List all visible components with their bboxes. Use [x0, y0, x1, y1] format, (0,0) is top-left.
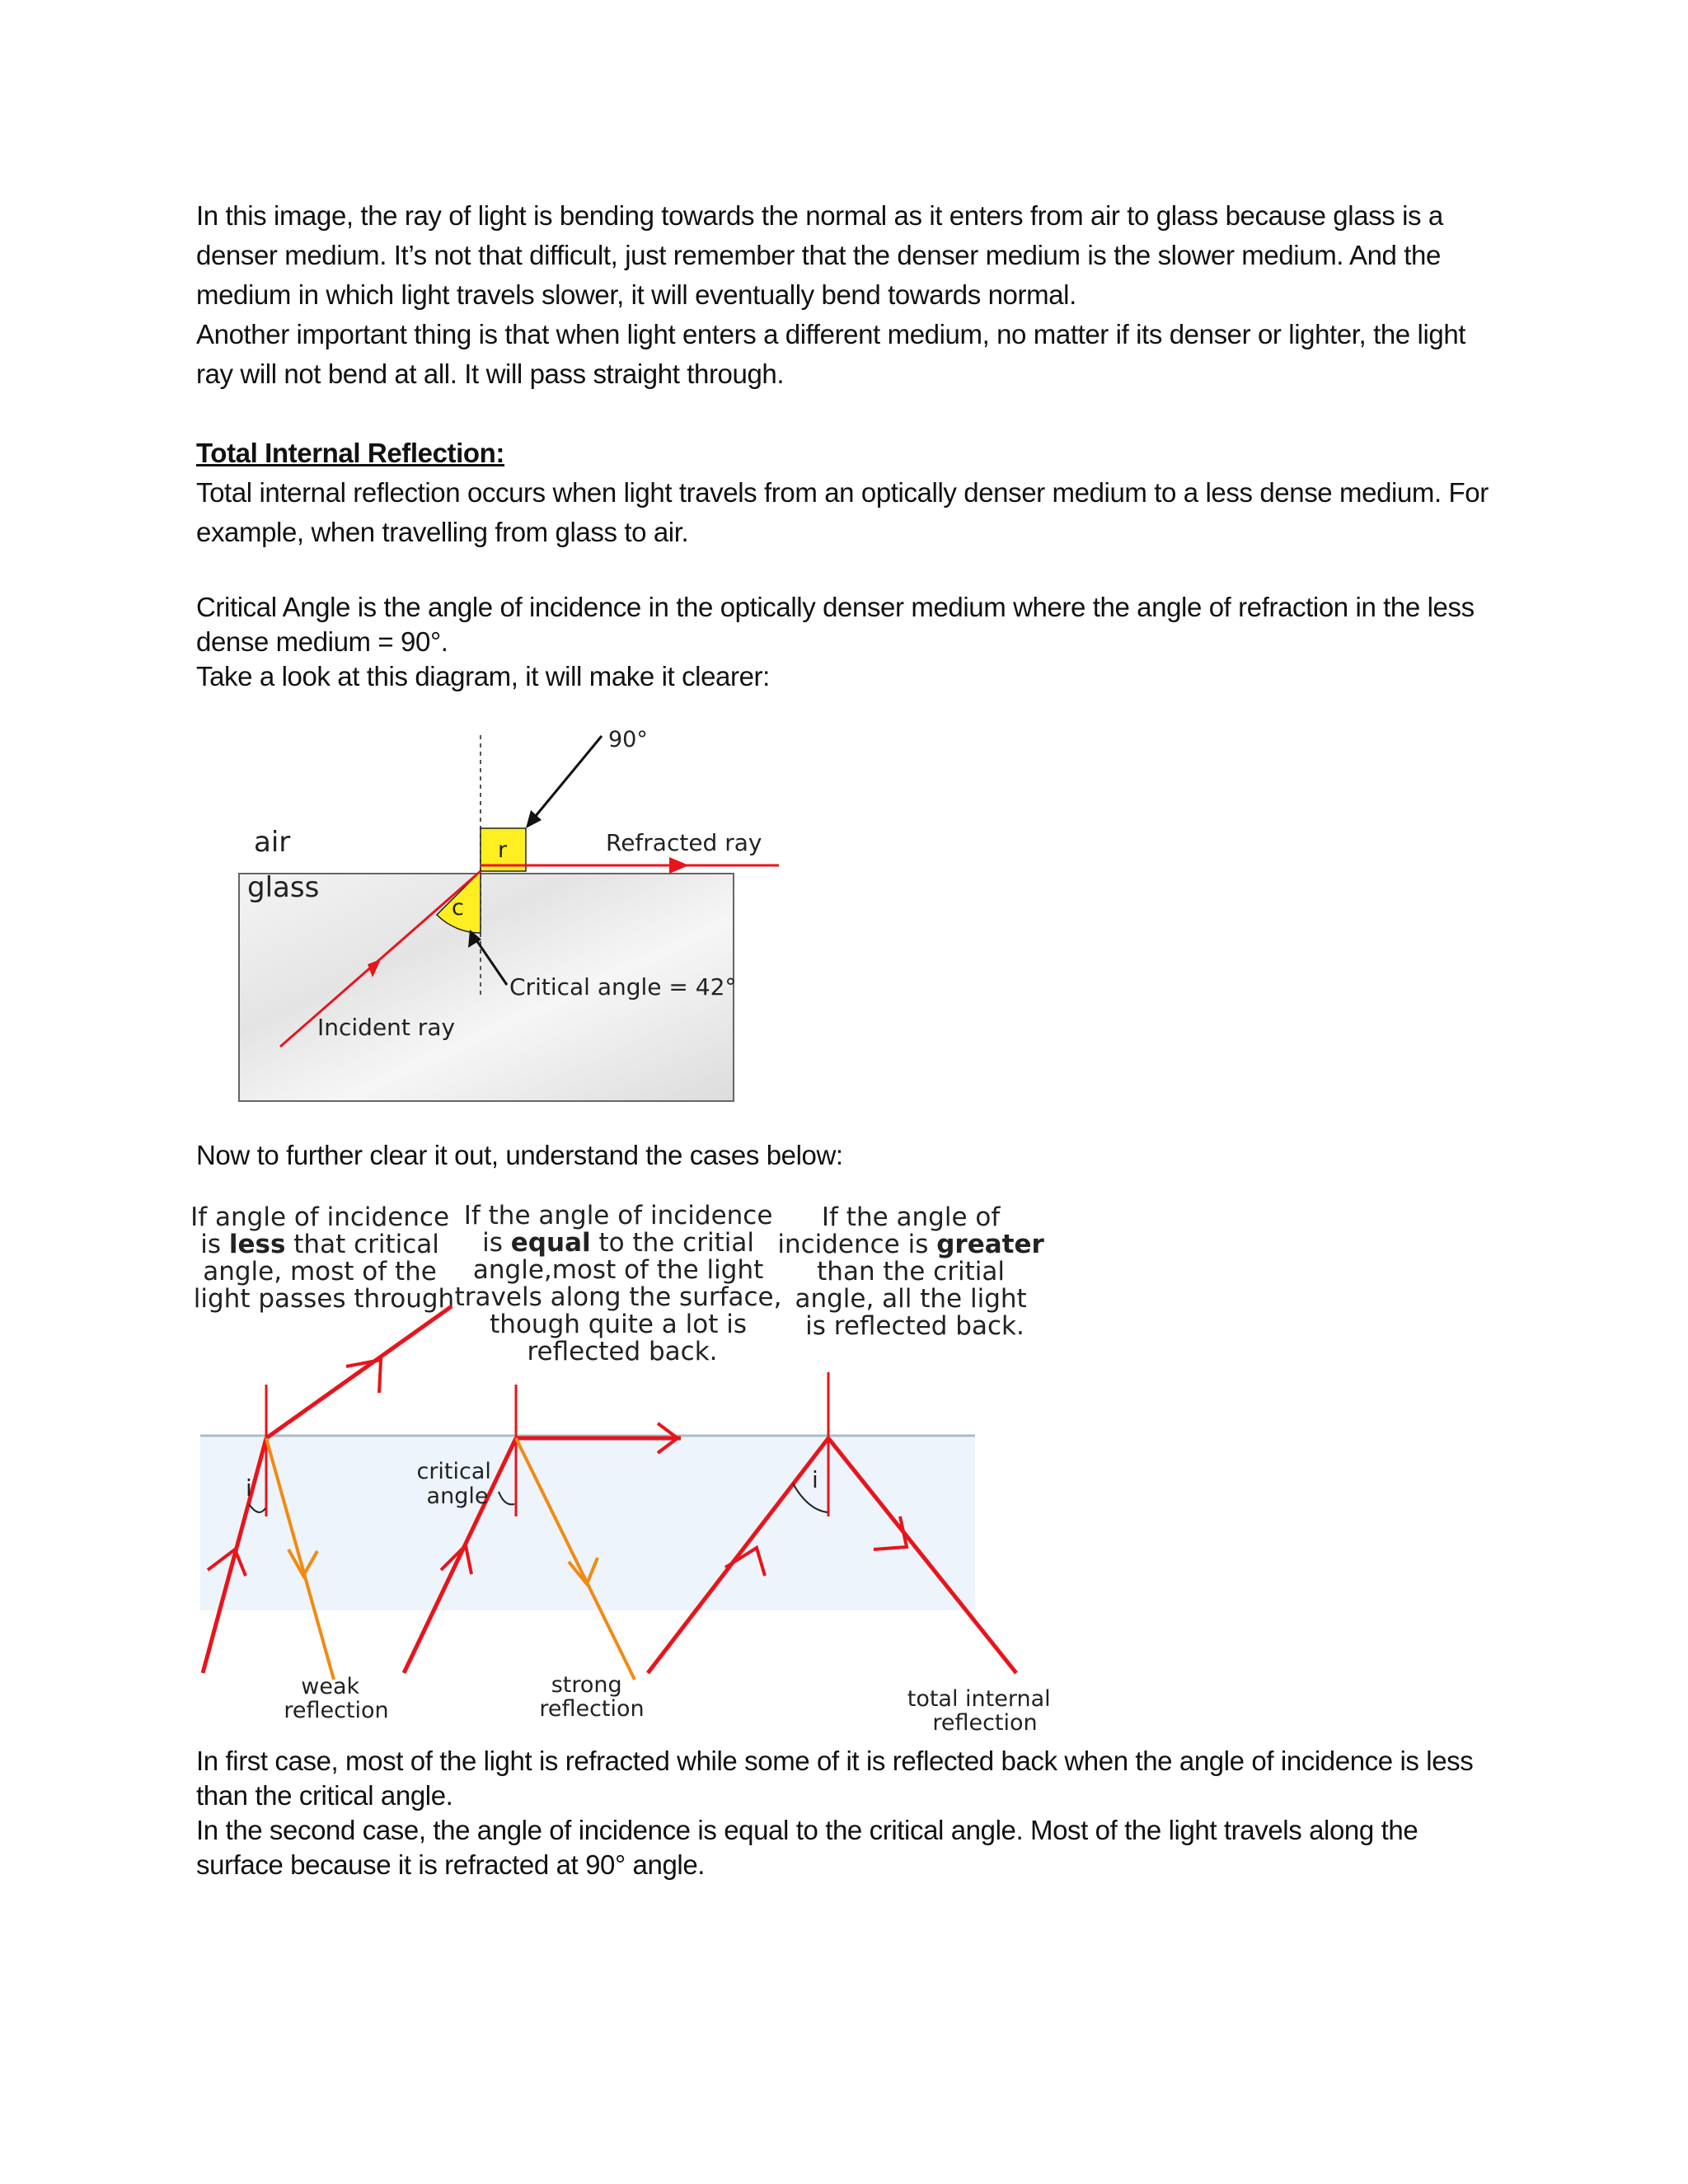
label-glass: glass: [247, 871, 320, 904]
label-total-internal-reflection: [907, 1686, 1058, 1736]
label-air: air: [254, 826, 291, 859]
paragraph-refraction: In this image, the ray of light is bending towards the normal as it enters from air to glass because glass is a denser medium. It’s not that difficult, just remember that the denser medium is the slower medium. And the medium in which light travels slower, it will eventually bend towards normal.: [196, 200, 1443, 310]
case3-line-3: than the critial: [817, 1257, 1005, 1286]
case1-bold: less: [228, 1230, 286, 1259]
paragraph-straight-through: Another important thing is that when light enters a different medium, no matter if its denser or lighter, the light ray will not bend at all. It will pass straight through.: [196, 319, 1466, 389]
case2-label-critical-angle: [416, 1459, 498, 1509]
case2-bold: equal: [510, 1228, 591, 1258]
case2-critical-line-2: angle: [426, 1483, 489, 1509]
case1-line-4: light passes through: [193, 1284, 455, 1314]
case1-text: [190, 1202, 457, 1314]
label-strong-reflection: [539, 1672, 644, 1722]
paragraph-diagram-intro: Take a look at this diagram, it will make it clearer:: [196, 661, 770, 691]
case3-bold: greater: [936, 1230, 1044, 1259]
strong-line-1: strong: [551, 1672, 622, 1698]
case2-line-4: travels along the surface,: [454, 1282, 782, 1312]
case2-line-2: is equal to the critial: [482, 1228, 754, 1258]
critical-angle-diagram: [0, 709, 1688, 1137]
case1-line-1: If angle of incidence: [190, 1202, 450, 1232]
label-c: c: [452, 895, 464, 921]
case1-refracted-ray: [266, 1306, 452, 1438]
cases-intro: [196, 1136, 1498, 1175]
case3-line-4: angle, all the light: [795, 1284, 1027, 1314]
paragraph-first-case: In first case, most of the light is refracted while some of it is reflected back when the angle of incidence is less than the critical angle.: [196, 1746, 1474, 1811]
label-90: 90°: [608, 727, 648, 752]
label-critical-angle: Critical angle = 42°: [509, 973, 737, 1001]
pointer-90: [532, 736, 602, 821]
critical-angle-section: [196, 590, 1498, 694]
label-refracted-ray: Refracted ray: [606, 829, 762, 856]
paragraph-critical-angle: Critical Angle is the angle of incidence in the optically denser medium where the angle of refraction in the less dense medium = 90°.: [196, 592, 1475, 657]
case2-line-1: If the angle of incidence: [463, 1201, 773, 1230]
case3-line-5: is reflected back.: [805, 1311, 1025, 1341]
section-heading: Total Internal Reflection:: [196, 438, 505, 468]
weak-line-1: weak: [301, 1674, 360, 1699]
strong-line-2: reflection: [539, 1696, 645, 1722]
refracted-ray-arrow-icon: [669, 857, 689, 874]
label-r: r: [498, 837, 508, 863]
case1-line-2: is less that critical: [200, 1230, 439, 1259]
label-incident-ray: Incident ray: [317, 1014, 456, 1041]
case3-text: [777, 1202, 1052, 1341]
case3-label-i: i: [812, 1466, 818, 1493]
intro-paragraph: [196, 196, 1498, 394]
tir-line-2: reflection: [932, 1710, 1038, 1736]
case2-line-5: though quite a lot is: [490, 1310, 747, 1339]
case1-label-i: i: [246, 1474, 252, 1502]
case2-line-3: angle,most of the light: [472, 1255, 764, 1285]
case2-line-6: reflected back.: [527, 1337, 718, 1366]
case3-line-1: If the angle of: [821, 1202, 1001, 1232]
paragraph-cases-intro: Now to further clear it out, understand the cases below:: [196, 1140, 843, 1170]
three-cases-diagram: [0, 1187, 1688, 1747]
case2-text: [455, 1201, 790, 1366]
cases-explanation: [196, 1744, 1498, 1882]
case3-line-2: incidence is greater: [777, 1230, 1044, 1259]
weak-line-2: reflection: [284, 1698, 389, 1723]
paragraph-tir-definition: Total internal reflection occurs when light travels from an optically denser medium to a less dense medium. For example, when travelling from glass to air.: [196, 477, 1489, 547]
paragraph-second-case: In the second case, the angle of incidence is equal to the critical angle. Most of the light travels along the surface because it is refracted at 90° angle.: [196, 1815, 1418, 1880]
label-weak-reflection: [284, 1674, 388, 1723]
case2-critical-line-1: critical: [416, 1459, 491, 1484]
tir-line-1: total internal: [907, 1686, 1051, 1712]
tir-section: [196, 434, 1498, 552]
case1-line-3: angle, most of the: [203, 1257, 437, 1286]
